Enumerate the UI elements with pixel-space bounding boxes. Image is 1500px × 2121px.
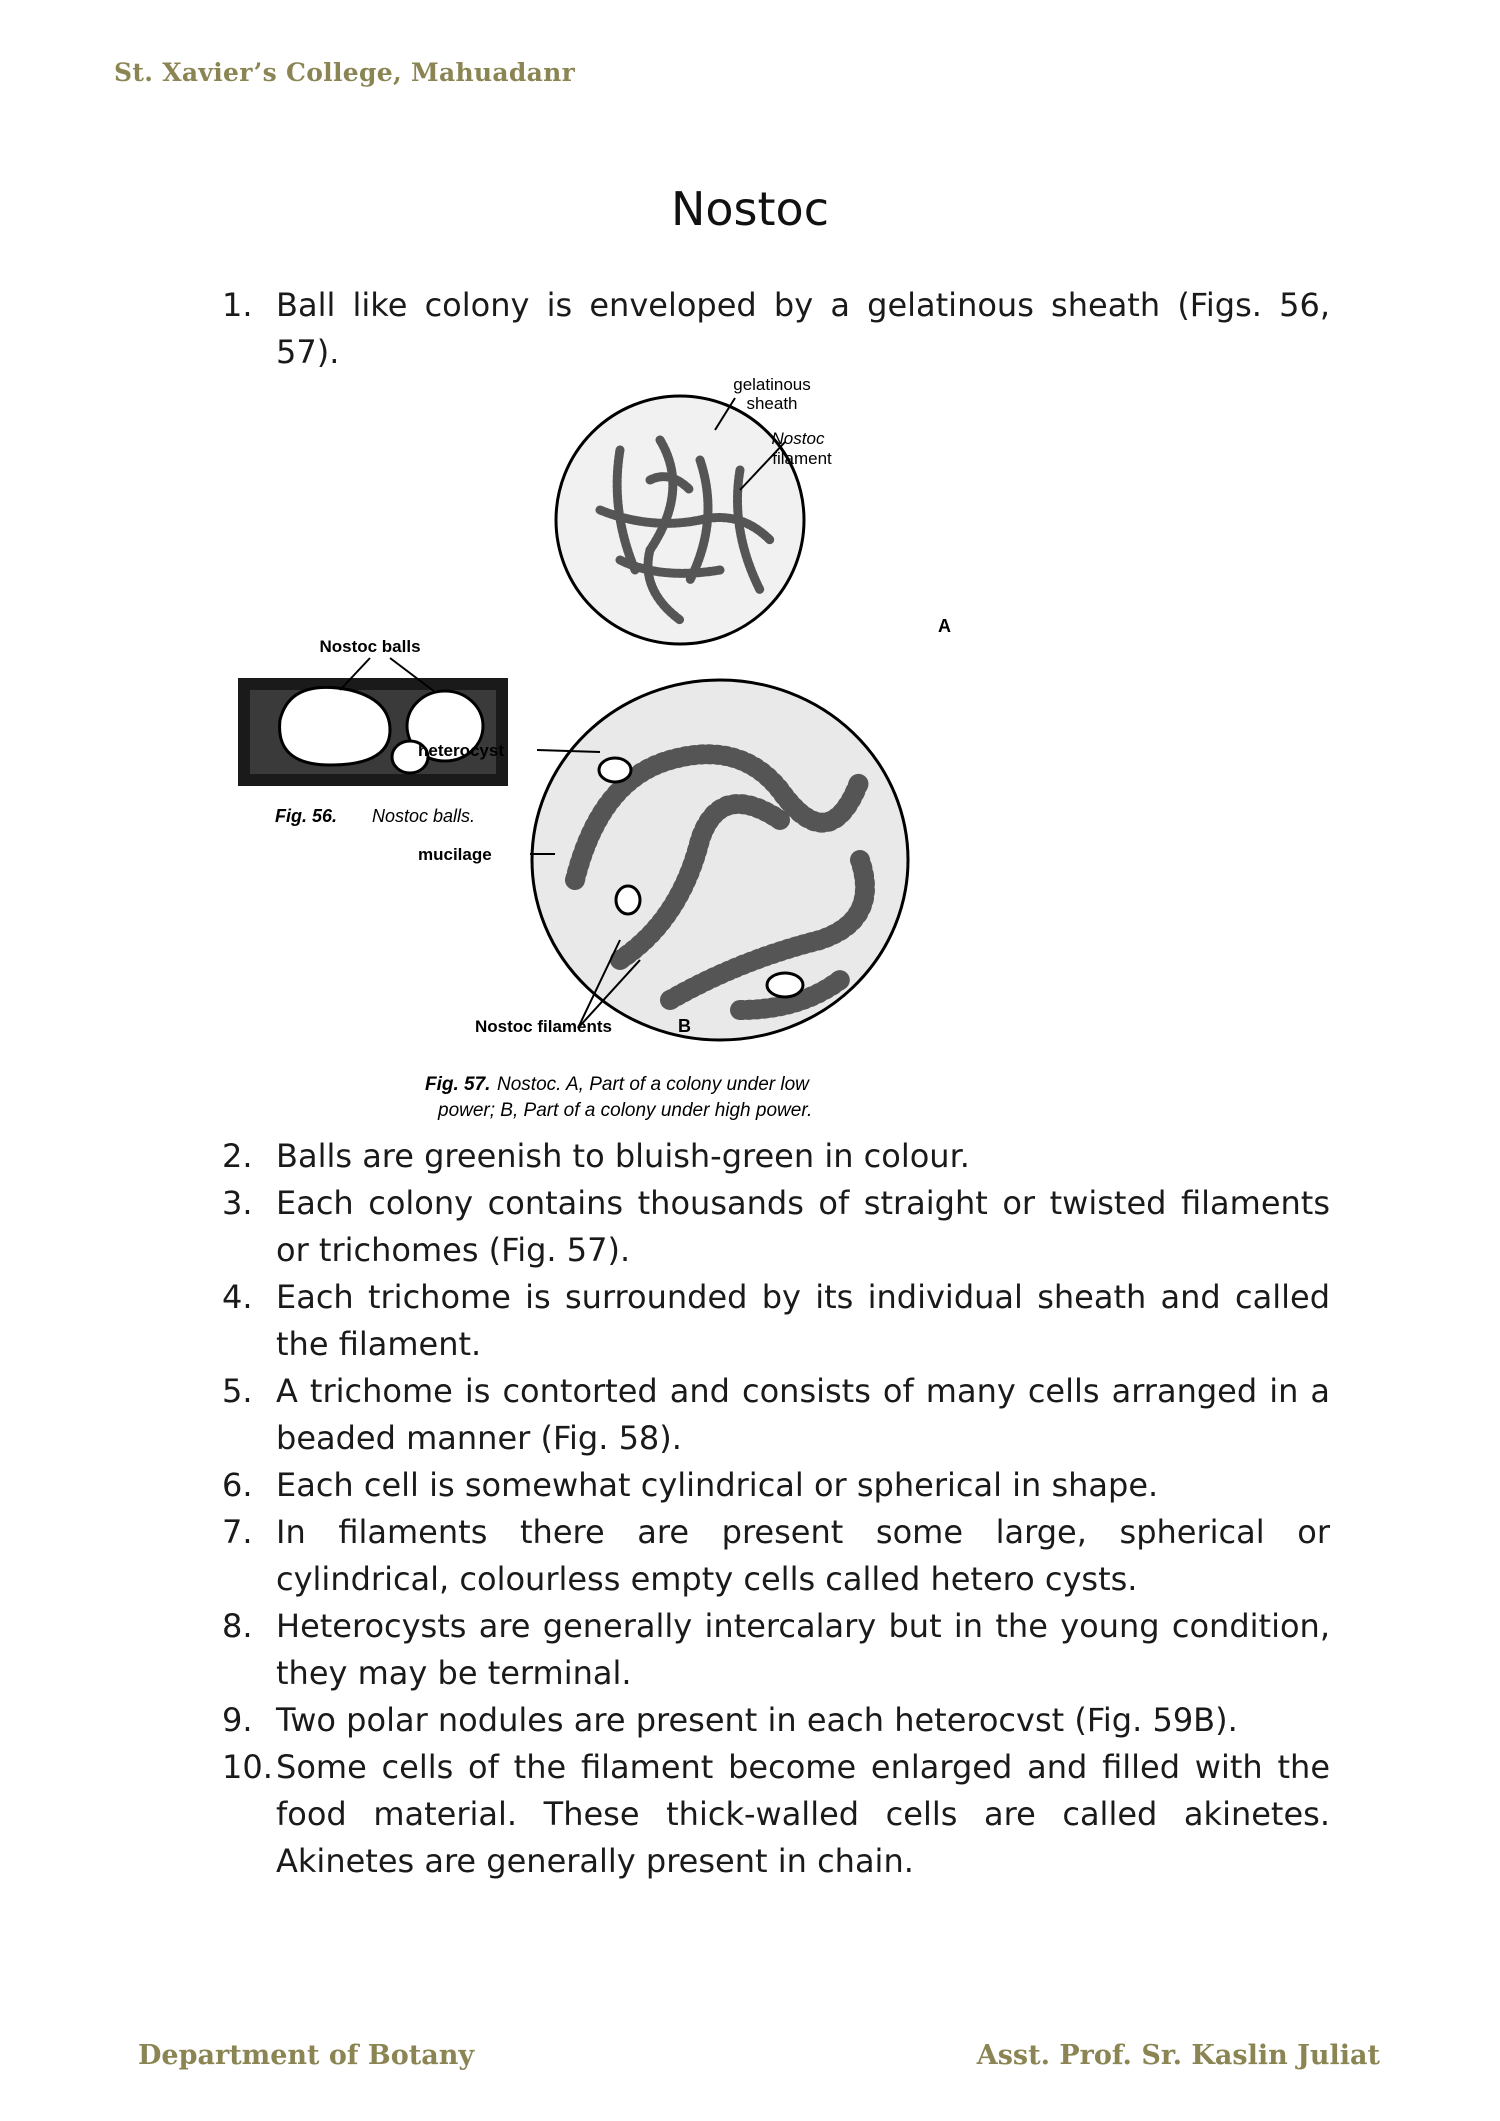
fig57a-label-sheath: gelatinous bbox=[733, 375, 811, 394]
list-item bbox=[222, 1462, 1330, 1509]
list-text: Each cell is somewhat cylindrical or spherical in shape. bbox=[276, 1466, 1159, 1504]
fig56-caption-number: Fig. 56. bbox=[275, 806, 338, 826]
fig57a-illustration bbox=[556, 396, 804, 644]
fig56-caption-text: Nostoc balls. bbox=[372, 806, 476, 826]
list-item bbox=[222, 1368, 1330, 1462]
list-number: 9. bbox=[222, 1701, 253, 1739]
fig57b-illustration bbox=[530, 680, 908, 1040]
list-text: Ball like colony is enveloped by a gelatinous sheath (Figs. 56, 57). bbox=[276, 286, 1330, 371]
list-text: Some cells of the filament become enlarged and filled with the food material. These thick-walled cells are called akinetes. Akinetes are generally present in chain. bbox=[276, 1748, 1330, 1880]
list-text: In filaments there are present some large, spherical or cylindrical, colourless empty cells called hetero cysts. bbox=[276, 1513, 1330, 1598]
fig57b-letter: B bbox=[678, 1016, 691, 1036]
list-item bbox=[222, 1133, 1330, 1180]
fig57a-label-filament: filament bbox=[772, 449, 832, 468]
list-item bbox=[222, 1697, 1330, 1744]
list-item bbox=[222, 1603, 1330, 1697]
list-item bbox=[222, 1274, 1330, 1368]
heterocyst bbox=[616, 886, 640, 914]
list-text: Each trichome is surrounded by its individual sheath and called the filament. bbox=[276, 1278, 1330, 1363]
list-item bbox=[222, 1509, 1330, 1603]
point-list-bottom bbox=[222, 1133, 1330, 1885]
list-item bbox=[222, 1180, 1330, 1274]
fig57b-label-mucilage: mucilage bbox=[418, 845, 492, 864]
nostoc-ball bbox=[280, 687, 390, 765]
list-number: 7. bbox=[222, 1513, 253, 1551]
list-text: Balls are greenish to bluish-green in colour. bbox=[276, 1137, 970, 1175]
list-text: Two polar nodules are present in each heterocvst (Fig. 59B). bbox=[276, 1701, 1238, 1739]
list-number: 2. bbox=[222, 1137, 253, 1175]
footer-department: Department of Botany bbox=[138, 2040, 475, 2071]
nostoc-figures bbox=[220, 360, 1180, 1140]
list-number: 5. bbox=[222, 1372, 253, 1410]
fig57a-label-filament: Nostoc bbox=[771, 429, 825, 448]
list-text: Each colony contains thousands of straight or twisted filaments or trichomes (Fig. 57). bbox=[276, 1184, 1330, 1269]
list-number: 1. bbox=[222, 286, 253, 324]
fig57a-letter: A bbox=[938, 616, 951, 636]
list-item bbox=[222, 1744, 1330, 1885]
fig57a-label-sheath: sheath bbox=[746, 394, 798, 413]
fig57-caption-text: power; B, Part of a colony under high power. bbox=[438, 1100, 813, 1121]
heterocyst bbox=[767, 973, 803, 997]
college-header: St. Xavier’s College, Mahuadanr bbox=[114, 58, 576, 87]
list-number: 8. bbox=[222, 1607, 253, 1645]
fig57-caption-number: Fig. 57. bbox=[425, 1074, 491, 1095]
fig57b-label-heterocyst: heterocyst bbox=[418, 741, 504, 760]
fig56-illustration bbox=[238, 658, 508, 786]
page-title: Nostoc bbox=[671, 182, 829, 236]
list-number: 3. bbox=[222, 1184, 253, 1222]
fig57b-label-filaments: Nostoc filaments bbox=[475, 1017, 612, 1036]
list-number: 10. bbox=[222, 1748, 273, 1786]
footer-author: Asst. Prof. Sr. Kaslin Juliat bbox=[976, 2040, 1380, 2071]
list-text: Heterocysts are generally intercalary but in the young condition, they may be terminal. bbox=[276, 1607, 1330, 1692]
fig57-caption-text: Nostoc. A, Part of a colony under low bbox=[497, 1074, 809, 1095]
list-number: 4. bbox=[222, 1278, 253, 1316]
heterocyst bbox=[599, 758, 631, 782]
fig56-label: Nostoc balls bbox=[319, 637, 421, 656]
list-text: A trichome is contorted and consists of many cells arranged in a beaded manner (Fig. 58). bbox=[276, 1372, 1330, 1457]
list-number: 6. bbox=[222, 1466, 253, 1504]
